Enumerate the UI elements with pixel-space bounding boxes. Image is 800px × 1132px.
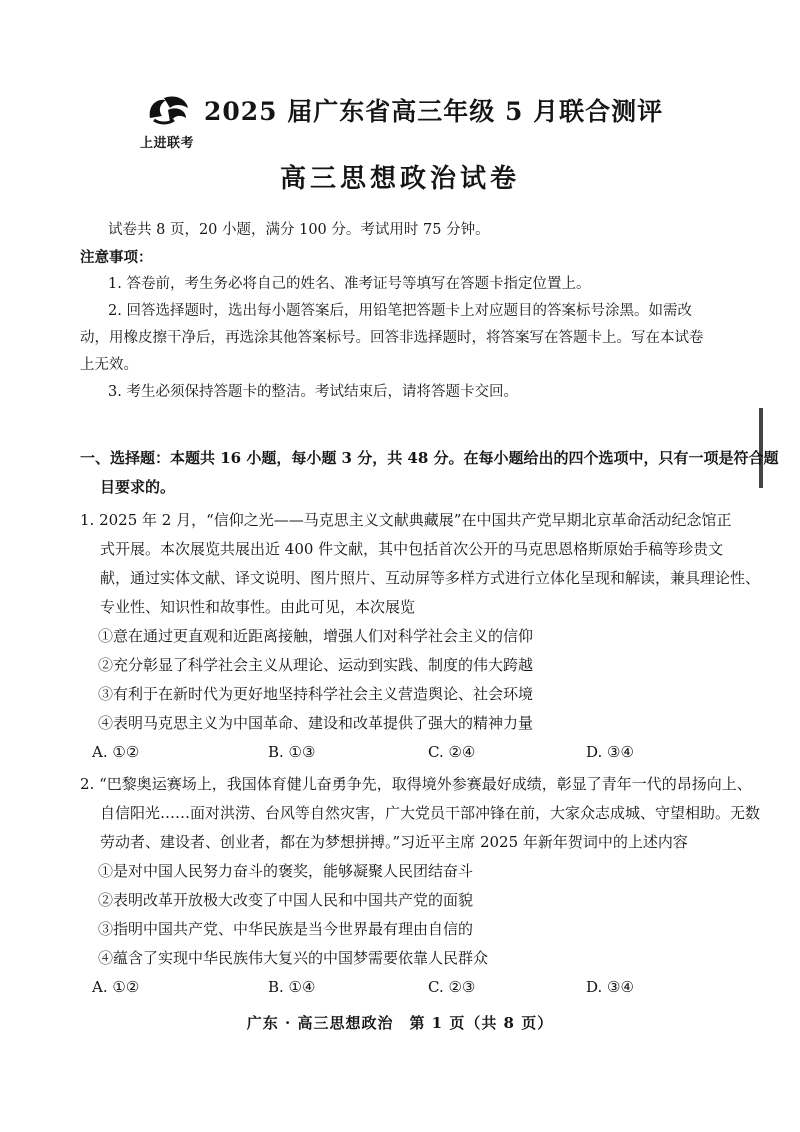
question-2-stem-line-3: 劳动者、建设者、创业者，都在为梦想拼搏。”习近平主席 2025 年新年贺词中的上述内容	[100, 833, 688, 851]
question-1-stem-line-3: 献，通过实体文献、译文说明、图片照片、互动屏等多样方式进行立体化呈现和解读，兼具理论性、	[100, 569, 761, 587]
question-1-statement-4: ④表明马克思主义为中国革命、建设和改革提供了强大的精神力量	[98, 714, 534, 732]
rule-2-line-2: 动，用橡皮擦干净后，再选涂其他答案标号。回答非选择题时，将答案写在答题卡上。写在本试卷	[80, 330, 704, 346]
question-2-stem-line-2: 自信阳光……面对洪涝、台风等自然灾害，广大党员干部冲锋在前，大家众志成城、守望相助。无数	[100, 804, 761, 822]
rule-3: 3. 考生必须保持答题卡的整洁。考试结束后，请将答题卡交回。	[108, 384, 518, 400]
question-1-choice-c[interactable]: C. ②④	[428, 743, 476, 761]
question-2-choice-b[interactable]: B. ①④	[268, 978, 316, 996]
question-2-statement-2: ②表明改革开放极大改变了中国人民和中国共产党的面貌	[98, 891, 474, 909]
notice-label: 注意事项：	[80, 249, 153, 266]
section-heading	[80, 444, 780, 502]
rule-1: 1. 答卷前，考生务必将自己的姓名、准考证号等填写在答题卡指定位置上。	[108, 276, 591, 292]
question-2-stem-line-1: 2. “巴黎奥运赛场上，我国体育健儿奋勇争先，取得境外参赛最好成绩，彰显了青年一代的昂扬向上、	[80, 775, 752, 793]
question-1	[80, 506, 780, 767]
question-2-statement-1: ①是对中国人民努力奋斗的褒奖，能够凝聚人民团结奋斗	[98, 862, 474, 880]
question-2	[80, 770, 780, 1002]
question-2-statement-4: ④蕴含了实现中华民族伟大复兴的中国梦需要依靠人民群众	[98, 949, 489, 967]
subject-title: 高三思想政治试卷	[279, 164, 520, 194]
exam-main-title: 2025 届广东省高三年级 5 月联合测评	[204, 97, 664, 126]
question-1-choices	[80, 738, 780, 767]
question-1-choice-a[interactable]: A. ①②	[92, 743, 140, 761]
question-2-choice-c[interactable]: C. ②③	[428, 978, 476, 996]
exam-logo	[138, 92, 208, 152]
section-line-1: 一、选择题：本题共 16 小题，每小题 3 分，共 48 分。在每小题给出的四个选项中，只有一项是符合题	[80, 449, 779, 467]
rule-2-line-3: 上无效。	[80, 357, 138, 373]
question-1-statement-3: ③有利于在新时代为更好地坚持科学社会主义营造舆论、社会环境	[98, 685, 534, 703]
question-1-choice-d[interactable]: D. ③④	[586, 743, 634, 761]
exam-info-line: 试卷共 8 页，20 小题，满分 100 分。考试用时 75 分钟。	[108, 222, 490, 238]
exam-instructions	[80, 217, 770, 406]
page-footer: 广东 · 高三思想政治 第 1 页（共 8 页）	[246, 1014, 554, 1032]
question-2-choice-a[interactable]: A. ①②	[92, 978, 140, 996]
exam-header	[138, 86, 738, 156]
logo-emblem-icon	[146, 92, 194, 128]
question-2-choice-d[interactable]: D. ③④	[586, 978, 634, 996]
question-1-statement-1: ①意在通过更直观和近距离接触，增强人们对科学社会主义的信仰	[98, 627, 534, 645]
question-1-stem-line-4: 专业性、知识性和故事性。由此可见，本次展览	[100, 598, 416, 616]
question-1-stem-line-2: 式开展。本次展览共展出近 400 件文献，其中包括首次公开的马克思恩格斯原始手稿等珍贵文	[100, 540, 724, 558]
question-1-stem-line-1: 1. 2025 年 2 月，“信仰之光——马克思主义文献典藏展”在中国共产党早期北京革命活动纪念馆正	[80, 511, 732, 529]
rule-2-line-1: 2. 回答选择题时，选出每小题答案后，用铅笔把答题卡上对应题目的答案标号涂黑。如需改	[108, 303, 692, 319]
question-1-choice-b[interactable]: B. ①③	[268, 743, 316, 761]
section-line-2: 目要求的。	[100, 478, 176, 496]
question-1-statement-2: ②充分彰显了科学社会主义从理论、运动到实践、制度的伟大跨越	[98, 656, 534, 674]
logo-text: 上进联考	[140, 136, 195, 151]
question-2-statement-3: ③指明中国共产党、中华民族是当今世界最有理由自信的	[98, 920, 474, 938]
question-2-choices	[80, 973, 780, 1002]
